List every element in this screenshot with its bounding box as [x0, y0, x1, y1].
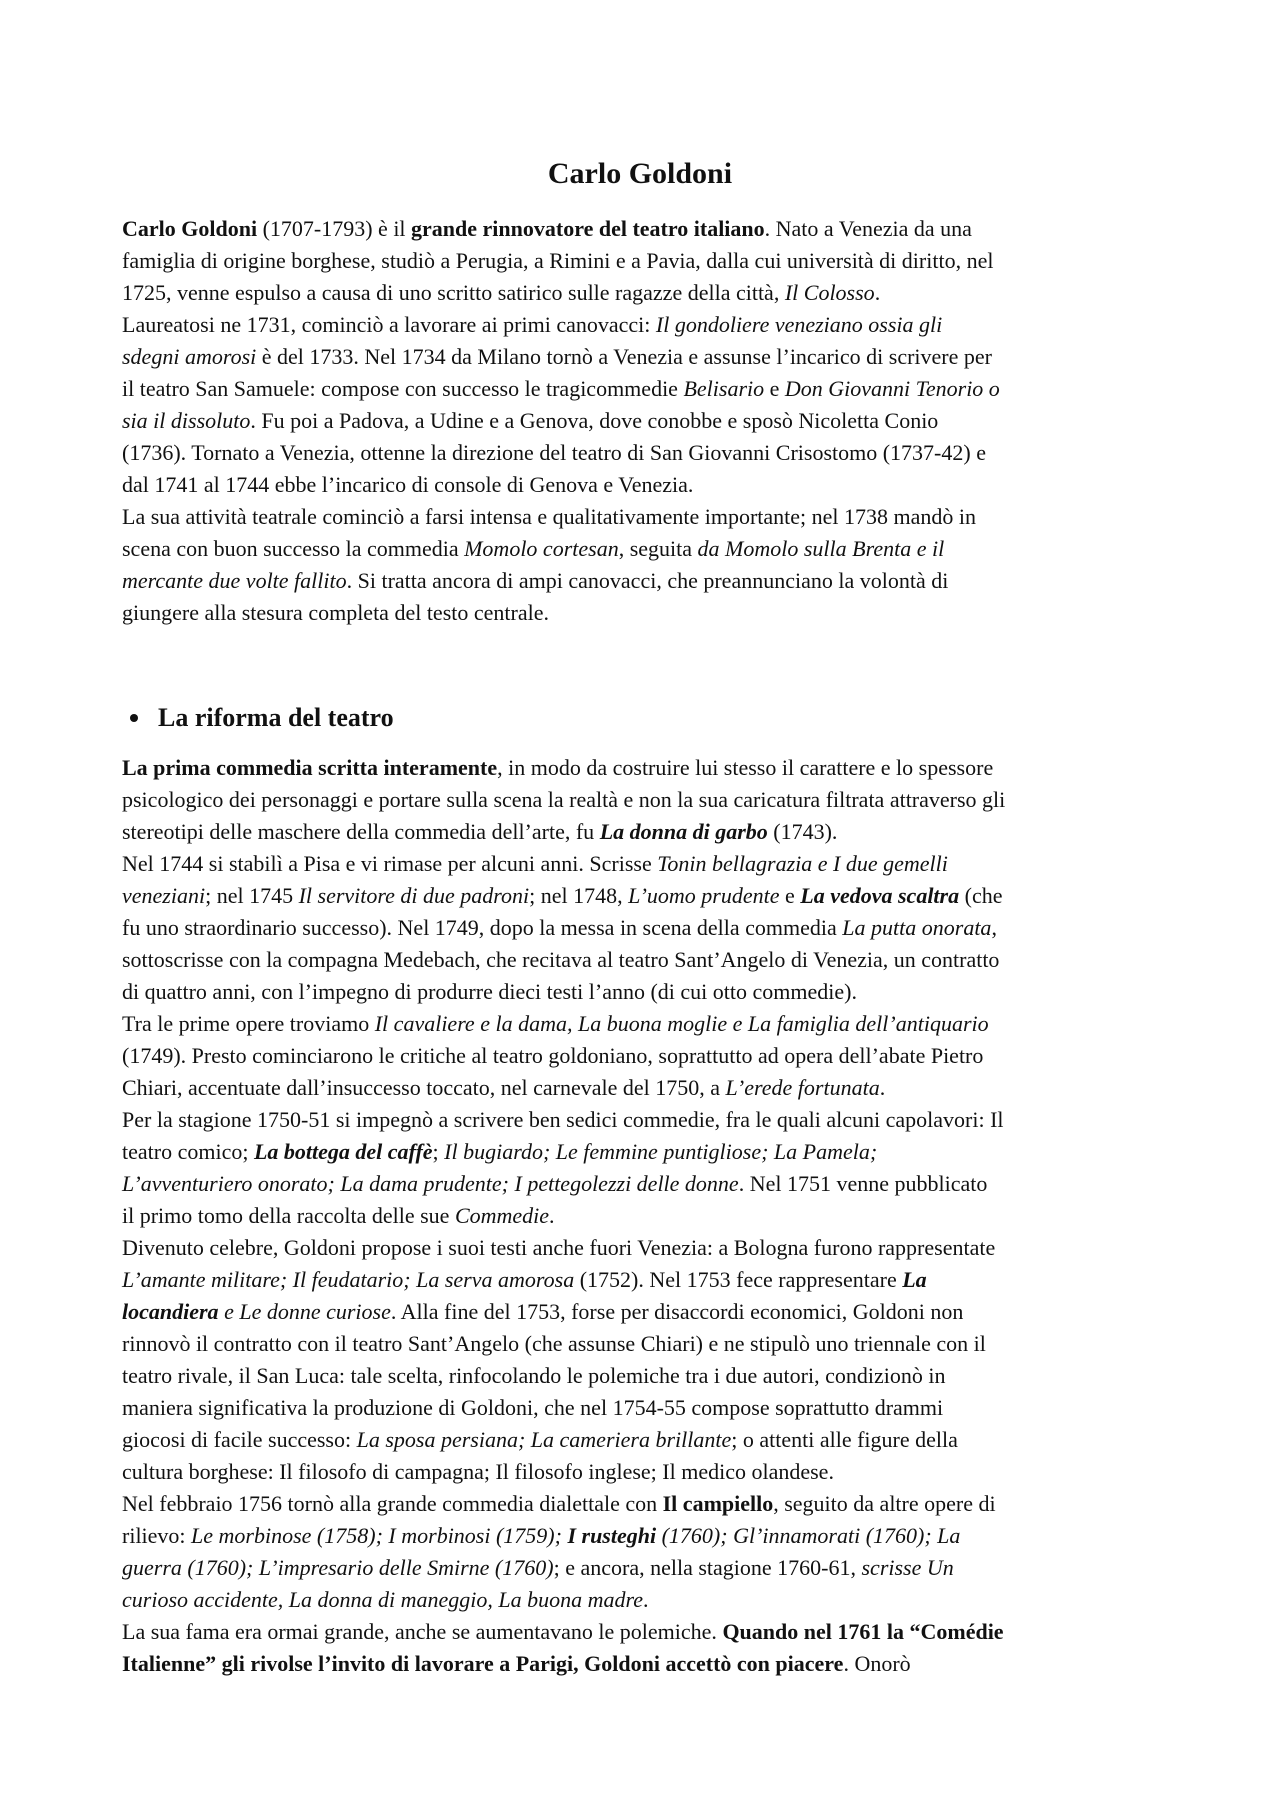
text-run: Il servitore di due padroni — [298, 883, 530, 908]
text-line — [122, 1616, 1172, 1648]
text-line — [122, 309, 1172, 341]
text-run: (1760); Gl’innamorati (1760); La — [656, 1523, 961, 1548]
text-line — [122, 469, 1172, 501]
text-line — [122, 277, 1172, 309]
text-line — [122, 848, 1172, 880]
text-line — [122, 1296, 1172, 1328]
text-run: il primo tomo della raccolta delle sue — [122, 1203, 455, 1228]
text-run: (1743). — [767, 819, 838, 844]
text-run: mercante due volte fallito — [122, 568, 347, 593]
text-line — [122, 1552, 1172, 1584]
text-run: teatro rivale, il San Luca: tale scelta, rinfocolando le polemiche tra i due autori, condizionò in — [122, 1363, 946, 1388]
text-run: scrisse Un — [861, 1555, 954, 1580]
text-line — [122, 341, 1172, 373]
text-run: Il gondoliere veneziano ossia gli — [655, 312, 943, 337]
text-line — [122, 565, 1172, 597]
text-run: da Momolo sulla Brenta e il — [697, 536, 945, 561]
text-run: Laureatosi ne 1731, cominciò a lavorare ai primi canovacci: — [122, 312, 656, 337]
text-run: giocosi di facile successo: — [122, 1427, 357, 1452]
text-run: ; o attenti alle figure della — [731, 1427, 958, 1452]
text-run: psicologico dei personaggi e portare sulla scena la realtà e non la sua caricatura filtrata attraverso gli — [122, 787, 1006, 812]
text-line — [122, 597, 1172, 629]
document-title: Carlo Goldoni — [547, 157, 733, 190]
text-run: . Nel 1751 venne pubblicato — [738, 1171, 988, 1196]
text-run: L’erede fortunata — [725, 1075, 880, 1100]
text-line — [122, 1040, 1172, 1072]
text-run: e — [779, 883, 801, 908]
text-run: La donna di garbo — [599, 819, 768, 844]
text-run: sia il dissoluto — [122, 408, 251, 433]
text-run: curioso accidente, La donna di maneggio, La buona madre — [122, 1587, 644, 1612]
bullet-icon — [130, 714, 138, 722]
text-line — [122, 1136, 1172, 1168]
text-run: La prima commedia scritta interamente — [122, 755, 498, 780]
intro-paragraph — [122, 213, 1172, 629]
text-run: e — [764, 376, 785, 401]
text-run: fu uno straordinario successo). Nel 1749, dopo la messa in scena della commedia — [122, 915, 843, 940]
text-line — [122, 1168, 1172, 1200]
text-run: Tra le prime opere troviamo — [122, 1011, 375, 1036]
text-run: (1752). Nel 1753 fece rappresentare — [574, 1267, 903, 1292]
text-run: La vedova scaltra — [800, 883, 960, 908]
text-run: (che — [959, 883, 1003, 908]
text-run: 1725, venne espulso a causa di uno scritto satirico sulle ragazze della città, — [122, 280, 785, 305]
text-run: . — [643, 1587, 649, 1612]
text-run: Nel 1744 si stabilì a Pisa e vi rimase per alcuni anni. Scrisse — [122, 851, 658, 876]
text-run: Divenuto celebre, Goldoni propose i suoi testi anche fuori Venezia: a Bologna furono rappresentate — [122, 1235, 996, 1260]
text-run: . Alla fine del 1753, forse per disaccordi economici, Goldoni non — [390, 1299, 964, 1324]
text-run: . — [879, 1075, 886, 1100]
text-run: Quando nel 1761 la “Comédie — [722, 1619, 1004, 1644]
text-line — [122, 1520, 1172, 1552]
text-line — [122, 1360, 1172, 1392]
text-run: Carlo Goldoni — [122, 216, 258, 241]
text-run: Commedie — [454, 1203, 550, 1228]
text-run: locandiera — [122, 1299, 219, 1324]
text-run: maniera significativa la produzione di Goldoni, che nel 1754-55 compose soprattutto drammi — [122, 1395, 944, 1420]
text-run: Il cavaliere e la dama, La buona moglie e La famiglia dell’antiquario — [374, 1011, 989, 1036]
text-run: rinnovò il contratto con il teatro Sant’Angelo (che assunse Chiari) e ne stipulò uno triennale con il — [122, 1331, 986, 1356]
text-line — [122, 976, 1172, 1008]
text-run: La — [902, 1267, 927, 1292]
text-line — [122, 245, 1172, 277]
text-run: veneziani — [122, 883, 206, 908]
text-line — [122, 437, 1172, 469]
text-line — [122, 1008, 1172, 1040]
text-run: La sua attività teatrale cominciò a farsi intensa e qualitativamente importante; nel 1738 mandò in — [122, 504, 977, 529]
text-run: teatro comico; — [122, 1139, 254, 1164]
text-line — [122, 501, 1172, 533]
text-line — [122, 1200, 1172, 1232]
text-run: La sua fama era ormai grande, anche se aumentavano le polemiche. — [122, 1619, 723, 1644]
text-run: famiglia di origine borghese, studiò a Perugia, a Rimini e a Pavia, dalla cui università di diritto, nel — [122, 248, 994, 273]
text-run: è del 1733. Nel 1734 da Milano tornò a Venezia e assunse l’incarico di scrivere per — [256, 344, 992, 369]
text-line — [122, 944, 1172, 976]
text-run: La sposa persiana; La cameriera brillante — [356, 1427, 732, 1452]
section-body — [122, 752, 1172, 1680]
text-run: . Si tratta ancora di ampi canovacci, che preannunciano la volontà di — [346, 568, 949, 593]
text-run: Il bugiardo; Le femmine puntigliose; La Pamela; — [444, 1139, 878, 1164]
text-run: guerra (1760); L’impresario delle Smirne (1760) — [122, 1555, 554, 1580]
text-run: Il Colosso — [784, 280, 875, 305]
text-line — [122, 1424, 1172, 1456]
text-line — [122, 1232, 1172, 1264]
text-run: La bottega del caffè — [253, 1139, 433, 1164]
text-line — [122, 1488, 1172, 1520]
text-run: , in modo da costruire lui stesso il carattere e lo spessore — [497, 755, 994, 780]
text-run: di quattro anni, con l’impegno di produrre dieci testi l’anno (di cui otto commedie). — [122, 979, 857, 1004]
text-line — [122, 213, 1172, 245]
text-line — [122, 880, 1172, 912]
text-run: dal 1741 al 1744 ebbe l’incarico di console di Genova e Venezia. — [122, 472, 694, 497]
text-run: ; — [432, 1139, 445, 1164]
text-run: sottoscrisse con la compagna Medebach, che recitava al teatro Sant’Angelo di Venezia, un contratto — [122, 947, 1000, 972]
text-run: , seguita — [618, 536, 698, 561]
text-run: Per la stagione 1750-51 si impegnò a scrivere ben sedici commedie, fra le quali alcuni capolavori: Il — [122, 1107, 1004, 1132]
text-run: L’uomo prudente — [628, 883, 780, 908]
text-line — [122, 1584, 1172, 1616]
text-run: Belisario — [683, 376, 765, 401]
section-heading-label: La riforma del teatro — [158, 703, 394, 732]
text-run: il teatro San Samuele: compose con successo le tragicommedie — [122, 376, 684, 401]
text-run: grande rinnovatore del teatro italiano — [411, 216, 765, 241]
text-line — [122, 1456, 1172, 1488]
text-line — [122, 533, 1172, 565]
text-line — [122, 752, 1172, 784]
text-line — [122, 373, 1172, 405]
section-heading — [158, 700, 394, 736]
text-line — [122, 1328, 1172, 1360]
text-run: ; e ancora, nella stagione 1760-61, — [553, 1555, 862, 1580]
text-run: , — [991, 915, 997, 940]
text-run: Il campiello — [662, 1491, 774, 1516]
text-line — [122, 1264, 1172, 1296]
text-run: Chiari, accentuate dall’insuccesso toccato, nel carnevale del 1750, a — [122, 1075, 726, 1100]
text-run: L’avventuriero onorato; La dama prudente; I pettegolezzi delle donne — [122, 1171, 739, 1196]
text-run: . — [874, 280, 881, 305]
text-run: , seguito da altre opere di — [773, 1491, 996, 1516]
text-run: ; nel 1748, — [529, 883, 629, 908]
text-run: e Le donne curiose — [218, 1299, 391, 1324]
text-run: Tonin bellagrazia e I due gemelli — [657, 851, 948, 876]
text-run: I rusteghi — [567, 1523, 657, 1548]
text-run: . Fu poi a Padova, a Udine e a Genova, dove conobbe e sposò Nicoletta Conio — [250, 408, 939, 433]
text-run: ; nel 1745 — [205, 883, 299, 908]
text-line — [122, 1648, 1172, 1680]
text-run: giungere alla stesura completa del testo centrale. — [122, 600, 549, 625]
text-run: La putta onorata — [842, 915, 992, 940]
text-run: cultura borghese: Il filosofo di campagna; Il filosofo inglese; Il medico olandese. — [122, 1459, 834, 1484]
text-run: . — [549, 1203, 555, 1228]
text-run: (1749). Presto cominciarono le critiche al teatro goldoniano, soprattutto ad opera dell’abate Pietro — [122, 1043, 984, 1068]
text-run: stereotipi delle maschere della commedia dell’arte, fu — [122, 819, 600, 844]
text-run: sdegni amorosi — [122, 344, 257, 369]
text-run: (1736). Tornato a Venezia, ottenne la direzione del teatro di San Giovanni Crisostomo (1737-42) e — [122, 440, 986, 465]
text-line — [122, 784, 1172, 816]
text-line — [122, 405, 1172, 437]
text-line — [122, 1104, 1172, 1136]
text-run: Momolo cortesan — [464, 536, 619, 561]
text-run: . Onorò — [843, 1651, 911, 1676]
text-run: L’amante militare; Il feudatario; La serva amorosa — [122, 1267, 575, 1292]
text-line — [122, 1392, 1172, 1424]
text-line — [122, 1072, 1172, 1104]
text-run: Nel febbraio 1756 tornò alla grande commedia dialettale con — [122, 1491, 663, 1516]
text-run: Don Giovanni Tenorio o — [784, 376, 1000, 401]
text-line — [122, 816, 1172, 848]
text-run: Le morbinose (1758); I morbinosi (1759); — [191, 1523, 568, 1548]
text-run: (1707-1793) è il — [257, 216, 412, 241]
text-run: scena con buon successo la commedia — [122, 536, 465, 561]
text-run: . Nato a Venezia da una — [764, 216, 972, 241]
text-run: rilievo: — [122, 1523, 192, 1548]
text-line — [122, 912, 1172, 944]
text-run: Italienne” gli rivolse l’invito di lavorare a Parigi, Goldoni accettò con piacere — [122, 1651, 844, 1676]
